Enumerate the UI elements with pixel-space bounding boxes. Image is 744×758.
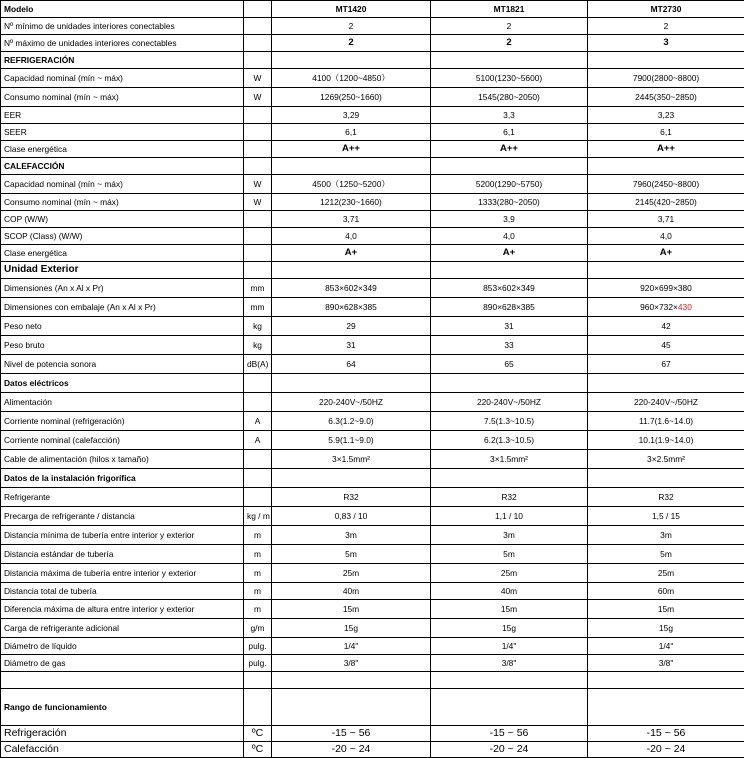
row-value	[272, 672, 431, 689]
row-value: 2	[588, 18, 744, 35]
table-row	[1, 564, 744, 583]
row-label: SEER	[1, 124, 244, 141]
row-value: 40m	[431, 583, 588, 600]
energy-class: A++	[431, 141, 588, 158]
energy-class: A++	[588, 141, 744, 158]
row-value: 920×699×380	[588, 279, 744, 298]
row-value: 3×1.5mm²	[272, 450, 431, 469]
header-model: MT2730	[588, 1, 744, 18]
row-value: 3/8"	[431, 655, 588, 672]
row-value: 25m	[272, 564, 431, 583]
row-label: Clase energética	[1, 245, 244, 262]
row-label: Nº máximo de unidades interiores conectables	[1, 35, 244, 52]
row-value: 42	[588, 317, 744, 336]
row-value: R32	[588, 488, 744, 507]
header-row	[1, 1, 744, 18]
row-unit: A	[244, 412, 272, 431]
row-value: 15m	[588, 600, 744, 619]
row-unit: m	[244, 526, 272, 545]
row-unit: m	[244, 545, 272, 564]
table-row	[1, 526, 744, 545]
row-label: Capacidad nominal (mín ~ máx)	[1, 69, 244, 88]
row-value: 1/4"	[272, 638, 431, 655]
row-value: 60m	[588, 583, 744, 600]
row-value: 3×1.5mm²	[431, 450, 588, 469]
row-value: 4100（1200~4850）	[272, 69, 431, 88]
row-value	[272, 469, 431, 488]
table-row	[1, 245, 744, 262]
row-value	[588, 689, 744, 726]
row-label: Distancia máxima de tubería entre interior y exterior	[1, 564, 244, 583]
row-value: 3,23	[588, 107, 744, 124]
row-value: 64	[272, 355, 431, 374]
table-row	[1, 141, 744, 158]
row-value: 15g	[272, 619, 431, 638]
row-value: 220-240V~/50HZ	[431, 393, 588, 412]
row-unit	[244, 488, 272, 507]
row-value: -20 ~ 24	[272, 742, 431, 758]
row-value: 31	[272, 336, 431, 355]
row-value: 3m	[431, 526, 588, 545]
table-row	[1, 638, 744, 655]
row-value	[272, 689, 431, 726]
row-value: 40m	[272, 583, 431, 600]
empty-row	[1, 672, 744, 689]
row-value: 3,71	[588, 211, 744, 228]
row-unit	[244, 35, 272, 52]
table-row	[1, 583, 744, 600]
row-label: Carga de refrigerante adicional	[1, 619, 244, 638]
section-title: Datos eléctricos	[1, 374, 244, 393]
highlighted-value: 430	[678, 302, 692, 312]
row-value: 0,83 / 10	[272, 507, 431, 526]
row-label: Cable de alimentación (hilos x tamaño)	[1, 450, 244, 469]
row-value: 10.1(1.9~14.0)	[588, 431, 744, 450]
header-model: MT1420	[272, 1, 431, 18]
row-unit: A	[244, 431, 272, 450]
energy-class: A++	[272, 141, 431, 158]
row-label: Alimentación	[1, 393, 244, 412]
row-value	[588, 672, 744, 689]
row-label: Distancia mínima de tubería entre interior y exterior	[1, 526, 244, 545]
table-row	[1, 600, 744, 619]
row-label: Distancia total de tubería	[1, 583, 244, 600]
row-value	[431, 52, 588, 69]
row-unit	[244, 262, 272, 279]
row-value: -20 ~ 24	[588, 742, 744, 758]
row-value: 2445(350~2850)	[588, 88, 744, 107]
row-unit: pulg.	[244, 655, 272, 672]
row-value: 1,5 / 15	[588, 507, 744, 526]
section-row	[1, 52, 744, 69]
row-label: EER	[1, 107, 244, 124]
table-row	[1, 488, 744, 507]
row-value: 3m	[272, 526, 431, 545]
row-value: 4,0	[431, 228, 588, 245]
row-label: Peso neto	[1, 317, 244, 336]
table-row	[1, 742, 744, 758]
row-value	[588, 52, 744, 69]
row-label: Capacidad nominal (mín ~ máx)	[1, 175, 244, 194]
row-value: 3,9	[431, 211, 588, 228]
energy-class: A+	[272, 245, 431, 262]
row-label: SCOP (Class) (W/W)	[1, 228, 244, 245]
row-value: 7960(2450~8800)	[588, 175, 744, 194]
row-unit	[244, 469, 272, 488]
row-unit: pulg.	[244, 638, 272, 655]
row-unit	[244, 18, 272, 35]
table-row	[1, 18, 744, 35]
row-label: Diferencia máxima de altura entre interior y exterior	[1, 600, 244, 619]
row-value	[588, 374, 744, 393]
row-unit	[244, 245, 272, 262]
row-value: 1333(280~2050)	[431, 194, 588, 211]
table-row	[1, 211, 744, 228]
row-value: 5m	[431, 545, 588, 564]
row-value: 1/4"	[588, 638, 744, 655]
row-value: R32	[431, 488, 588, 507]
row-value	[431, 672, 588, 689]
row-value: -15 ~ 56	[431, 726, 588, 742]
row-unit	[244, 124, 272, 141]
table-row	[1, 175, 744, 194]
row-value: 6,1	[272, 124, 431, 141]
row-label: Nivel de potencia sonora	[1, 355, 244, 374]
section-row	[1, 262, 744, 279]
table-row	[1, 88, 744, 107]
row-label: Diámetro de gas	[1, 655, 244, 672]
row-unit	[244, 141, 272, 158]
table-row	[1, 298, 744, 317]
table-row	[1, 107, 744, 124]
row-unit: kg / m	[244, 507, 272, 526]
row-unit: dB(A)	[244, 355, 272, 374]
row-value: 6.3(1.2~9.0)	[272, 412, 431, 431]
row-unit: mm	[244, 298, 272, 317]
table-row	[1, 450, 744, 469]
row-value: 1269(250~1660)	[272, 88, 431, 107]
row-value: 11.7(1.6~14.0)	[588, 412, 744, 431]
header-label: Modelo	[1, 1, 244, 18]
table-row	[1, 228, 744, 245]
row-value	[588, 298, 744, 317]
row-value	[431, 374, 588, 393]
row-unit: m	[244, 564, 272, 583]
row-value: 853×602×349	[272, 279, 431, 298]
row-unit	[244, 374, 272, 393]
row-unit: W	[244, 69, 272, 88]
row-unit	[244, 672, 272, 689]
row-value: 3,3	[431, 107, 588, 124]
row-value: 220-240V~/50HZ	[588, 393, 744, 412]
row-value: 5m	[588, 545, 744, 564]
row-unit: ºC	[244, 726, 272, 742]
row-value: 2	[431, 35, 588, 52]
row-value: 67	[588, 355, 744, 374]
table-row	[1, 69, 744, 88]
row-value: 4,0	[588, 228, 744, 245]
row-label: Nº mínimo de unidades interiores conectables	[1, 18, 244, 35]
energy-class: A+	[588, 245, 744, 262]
section-title: CALEFACCIÓN	[1, 158, 244, 175]
table-row	[1, 431, 744, 450]
row-value: 45	[588, 336, 744, 355]
row-value: 1545(280~2050)	[431, 88, 588, 107]
row-label: Peso bruto	[1, 336, 244, 355]
row-value: 3,29	[272, 107, 431, 124]
row-value-text: 960×732×	[640, 302, 678, 312]
row-value: 2145(420~2850)	[588, 194, 744, 211]
row-label: Precarga de refrigerante / distancia	[1, 507, 244, 526]
row-value: 5m	[272, 545, 431, 564]
table-row	[1, 124, 744, 141]
row-value: 2	[272, 35, 431, 52]
row-unit	[244, 107, 272, 124]
table-row	[1, 35, 744, 52]
row-value: 2	[431, 18, 588, 35]
row-label: Diámetro de líquido	[1, 638, 244, 655]
row-value: 15g	[431, 619, 588, 638]
row-value	[588, 262, 744, 279]
section-row	[1, 158, 744, 175]
row-unit	[244, 52, 272, 69]
row-value	[272, 262, 431, 279]
row-value: 3×2.5mm²	[588, 450, 744, 469]
row-unit	[244, 228, 272, 245]
row-unit: g/m	[244, 619, 272, 638]
section-row	[1, 374, 744, 393]
row-unit: kg	[244, 317, 272, 336]
row-value: 29	[272, 317, 431, 336]
row-value: 3m	[588, 526, 744, 545]
header-unit	[244, 1, 272, 18]
section-title: Rango de funcionamiento	[1, 689, 244, 726]
row-value: 6,1	[588, 124, 744, 141]
row-label: Dimensiones (An x Al x Pr)	[1, 279, 244, 298]
row-unit: m	[244, 583, 272, 600]
row-value: 3	[588, 35, 744, 52]
row-value: 15m	[272, 600, 431, 619]
row-value: 4,0	[272, 228, 431, 245]
row-label: Calefacción	[1, 742, 244, 758]
row-value: 31	[431, 317, 588, 336]
row-unit: W	[244, 175, 272, 194]
row-unit	[244, 211, 272, 228]
row-value	[588, 469, 744, 488]
row-value: 4500（1250~5200）	[272, 175, 431, 194]
header-model: MT1821	[431, 1, 588, 18]
row-value: 25m	[588, 564, 744, 583]
row-value: 65	[431, 355, 588, 374]
table-row	[1, 412, 744, 431]
row-unit	[244, 158, 272, 175]
table-row	[1, 619, 744, 638]
row-value: 5200(1290~5750)	[431, 175, 588, 194]
row-label: Consumo nominal (mín ~ máx)	[1, 194, 244, 211]
row-value: 3/8"	[272, 655, 431, 672]
row-value: 7900(2800~8800)	[588, 69, 744, 88]
row-value: 1/4"	[431, 638, 588, 655]
section-title: Unidad Exterior	[1, 262, 244, 279]
row-label: COP (W/W)	[1, 211, 244, 228]
table-row	[1, 355, 744, 374]
row-value: -15 ~ 56	[272, 726, 431, 742]
row-value	[431, 689, 588, 726]
energy-class: A+	[431, 245, 588, 262]
row-value	[272, 52, 431, 69]
row-value: -20 ~ 24	[431, 742, 588, 758]
row-value: 853×602×349	[431, 279, 588, 298]
row-value: 33	[431, 336, 588, 355]
row-value: 5.9(1.1~9.0)	[272, 431, 431, 450]
table-row	[1, 279, 744, 298]
row-value: 6.2(1.3~10.5)	[431, 431, 588, 450]
table-row	[1, 545, 744, 564]
row-label: Consumo nominal (mín ~ máx)	[1, 88, 244, 107]
row-value: 1212(230~1660)	[272, 194, 431, 211]
row-label: Corriente nominal (refrigeración)	[1, 412, 244, 431]
table-row	[1, 507, 744, 526]
row-value	[272, 158, 431, 175]
table-row	[1, 393, 744, 412]
row-value: R32	[272, 488, 431, 507]
row-label	[1, 672, 244, 689]
row-unit: mm	[244, 279, 272, 298]
row-unit	[244, 450, 272, 469]
row-label: Refrigerante	[1, 488, 244, 507]
row-unit	[244, 689, 272, 726]
row-unit: W	[244, 88, 272, 107]
row-unit: m	[244, 600, 272, 619]
row-value: 2	[272, 18, 431, 35]
row-unit: ºC	[244, 742, 272, 758]
table-row	[1, 336, 744, 355]
row-value: 6,1	[431, 124, 588, 141]
row-value: 1,1 / 10	[431, 507, 588, 526]
row-value: 3,71	[272, 211, 431, 228]
row-label: Clase energética	[1, 141, 244, 158]
table-row	[1, 317, 744, 336]
row-value: 5100(1230~5600)	[431, 69, 588, 88]
row-value	[431, 262, 588, 279]
row-value	[431, 158, 588, 175]
section-title: Datos de la instalación frigorífica	[1, 469, 244, 488]
row-value: -15 ~ 56	[588, 726, 744, 742]
section-row	[1, 469, 744, 488]
row-value: 890×628×385	[272, 298, 431, 317]
row-value: 15m	[431, 600, 588, 619]
row-value: 25m	[431, 564, 588, 583]
row-value: 220-240V~/50HZ	[272, 393, 431, 412]
row-value	[431, 469, 588, 488]
table-row	[1, 194, 744, 211]
row-value: 15g	[588, 619, 744, 638]
section-row	[1, 689, 744, 726]
row-value	[272, 374, 431, 393]
row-unit: kg	[244, 336, 272, 355]
row-unit	[244, 393, 272, 412]
row-value: 7.5(1.3~10.5)	[431, 412, 588, 431]
row-label: Corriente nominal (calefacción)	[1, 431, 244, 450]
row-label: Distancia estándar de tubería	[1, 545, 244, 564]
table-row	[1, 655, 744, 672]
section-title: REFRIGERACIÓN	[1, 52, 244, 69]
row-value	[588, 158, 744, 175]
row-value: 3/8"	[588, 655, 744, 672]
row-unit: W	[244, 194, 272, 211]
row-value: 890×628×385	[431, 298, 588, 317]
row-label: Dimensiones con embalaje (An x Al x Pr)	[1, 298, 244, 317]
row-label: Refrigeración	[1, 726, 244, 742]
